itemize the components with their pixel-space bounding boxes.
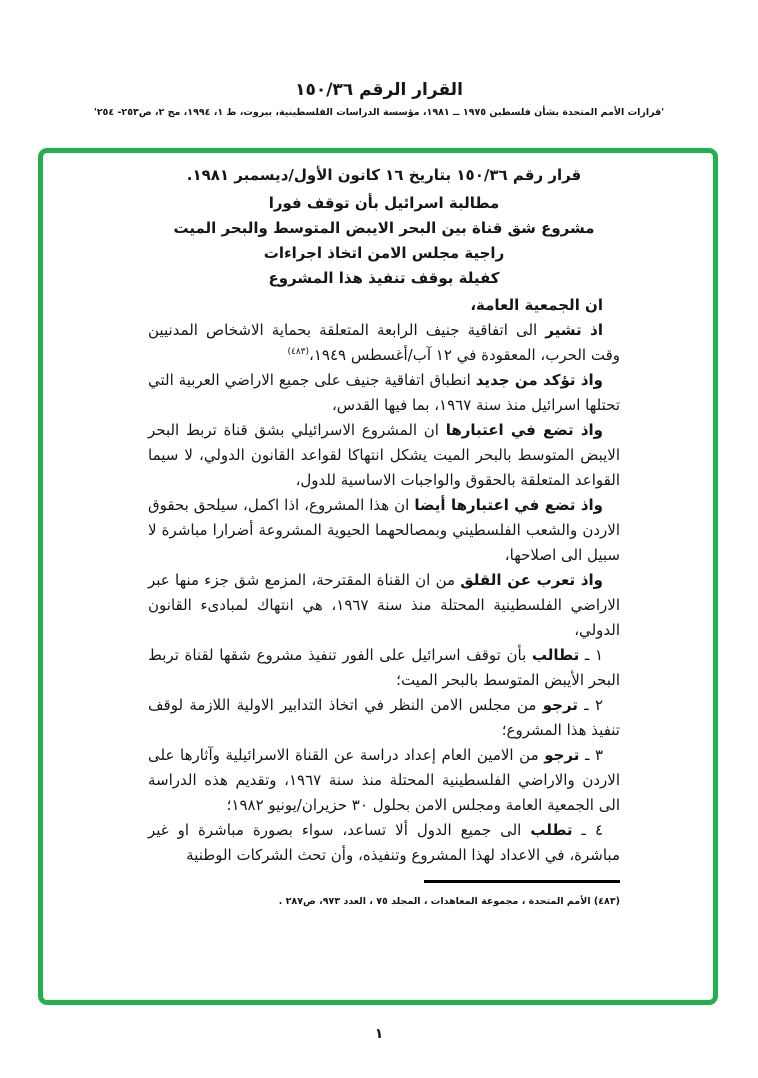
footnote-ref: (٤٨٣) [287, 347, 310, 357]
item-number: ١ ـ [579, 646, 604, 664]
paragraph-lead: ترجو [542, 696, 578, 714]
item-number: ٢ ـ [577, 696, 603, 714]
doc-header [0, 80, 758, 118]
source-citation: 'قرارات الأمم المتحدة بشأن فلسطين ١٩٧٥ ــ ١٩٨١، مؤسسة الدراسات الفلسطينية، بيروت، ط ١، ١٩٩٤، مج ٢، ص٢٥٣- ٢٥٤' [93, 107, 665, 118]
page-title: القرار الرقم ١٥٠/٣٦ [295, 80, 463, 100]
paragraph-text: الى جميع الدول ألا تساعد، سواء بصورة مباشرة او غير مباشرة، في الاعداد لهذا المشروع وتنفيذه، وأن تحث الشركات الوطنية [148, 821, 620, 864]
resolution-title-line: راجية مجلس الامن اتخاذ اجراءات [263, 244, 505, 262]
paragraph-lead: اذ تشير [545, 321, 603, 339]
paragraph-text: من ان القناة المقترحة، المزمع شق جزء منها عبر الاراضي الفلسطينية المحتلة منذ سنة ١٩٦٧، هي انتهاك لمبادىء القانون الدولي، [148, 571, 620, 639]
paragraph-text: انطباق اتفاقية جنيف على جميع الاراضي العربية التي تحتلها اسرائيل منذ سنة ١٩٦٧، بما فيها القدس، [148, 371, 620, 414]
operative-paragraph [148, 743, 620, 818]
operative-paragraph [148, 693, 620, 743]
paragraph-text: الى اتفاقية جنيف الرابعة المتعلقة بحماية الاشخاص المدنيين وقت الحرب، المعقودة في ١٢ آب/أغسطس ١٩٤٩، [148, 321, 620, 364]
paragraph-lead: ترجو [544, 746, 580, 764]
footnote-area [148, 880, 620, 914]
preamble-paragraph [148, 293, 620, 318]
resolution-title-line: كفيلة بوقف تنفيذ هذا المشروع [268, 269, 500, 287]
paragraph-lead: ان الجمعية العامة، [470, 296, 603, 314]
resolution-title-line: مشروع شق قناة بين البحر الايبض المتوسط والبحر الميت [173, 219, 595, 237]
item-number: ٣ ـ [579, 746, 603, 764]
resolution-headline: قرار رقم ١٥٠/٣٦ بتاريخ ١٦ كانون الأول/ديسمبر ١٩٨١. [186, 166, 582, 184]
paragraph-text: من الامين العام إعداد دراسة عن القناة الاسرائيلية وآثارها على الاردن والاراضي الفلسطينية المحتلة منذ سنة ١٩٦٧، وتقديم هذه الدراسة الى الجمعية العامة ومجلس الامن بحلول ٣٠ حزيران/يونيو ١٩٨٢؛ [148, 746, 620, 814]
preamble-paragraph [148, 568, 620, 643]
footnote-separator [424, 880, 620, 883]
operative-paragraph [148, 643, 620, 693]
paragraph-lead: واذ تؤكد من جديد [475, 371, 604, 389]
paragraph-text: بأن توقف اسرائيل على الفور تنفيذ مشروع شقها لقناة تربط البحر الأيبض المتوسط بالبحر الميت؛ [148, 646, 620, 689]
paragraph-text: ان المشروع الاسرائيلي بشق قناة تربط البحر الايبض المتوسط بالبحر الميت يشكل انتهاكا لقواعد القانون الدولي، لا سيما القواعد المتعلقة بالحقوق والواجبات الاساسية للدول، [148, 421, 620, 489]
footnote-text: (٤٨٣) الأمم المتحدة ، مجموعة المعاهدات ، المجلد ٧٥ ، العدد ٩٧٣، ص٢٨٧ . [278, 896, 620, 907]
green-frame [38, 148, 718, 1005]
resolution-body [148, 163, 620, 914]
operative-paragraph [148, 818, 620, 868]
resolution-title-line: مطالبة اسرائيل بأن توقف فورا [268, 194, 500, 212]
paragraph-lead: واذ تعرب عن القلق [460, 571, 604, 589]
item-number: ٤ ـ [572, 821, 603, 839]
paragraph-lead: تطلب [530, 821, 573, 839]
paragraph-lead: تطالب [531, 646, 580, 664]
paragraph-lead: واذ تضع في اعتبارها [445, 421, 603, 439]
page-number: ١ [374, 1026, 384, 1042]
preamble-paragraph [148, 418, 620, 493]
paragraph-text: من مجلس الامن النظر في اتخاذ التدابير الاولية اللازمة لوقف تنفيذ هذا المشروع؛ [148, 696, 620, 739]
resolution-title-block [148, 191, 620, 291]
preamble-paragraph [148, 493, 620, 568]
paragraph-lead: واذ تضع في اعتبارها أيضا [414, 496, 603, 514]
preamble-paragraph [148, 318, 620, 368]
paragraph-text: ان هذا المشروع، اذا اكمل، سيلحق بحقوق الاردن والشعب الفلسطيني وبمصالحهما الحيوية المشروعة أضرارا مباشرة لا سبيل الى اصلاحها، [148, 496, 620, 564]
preamble-paragraph [148, 368, 620, 418]
